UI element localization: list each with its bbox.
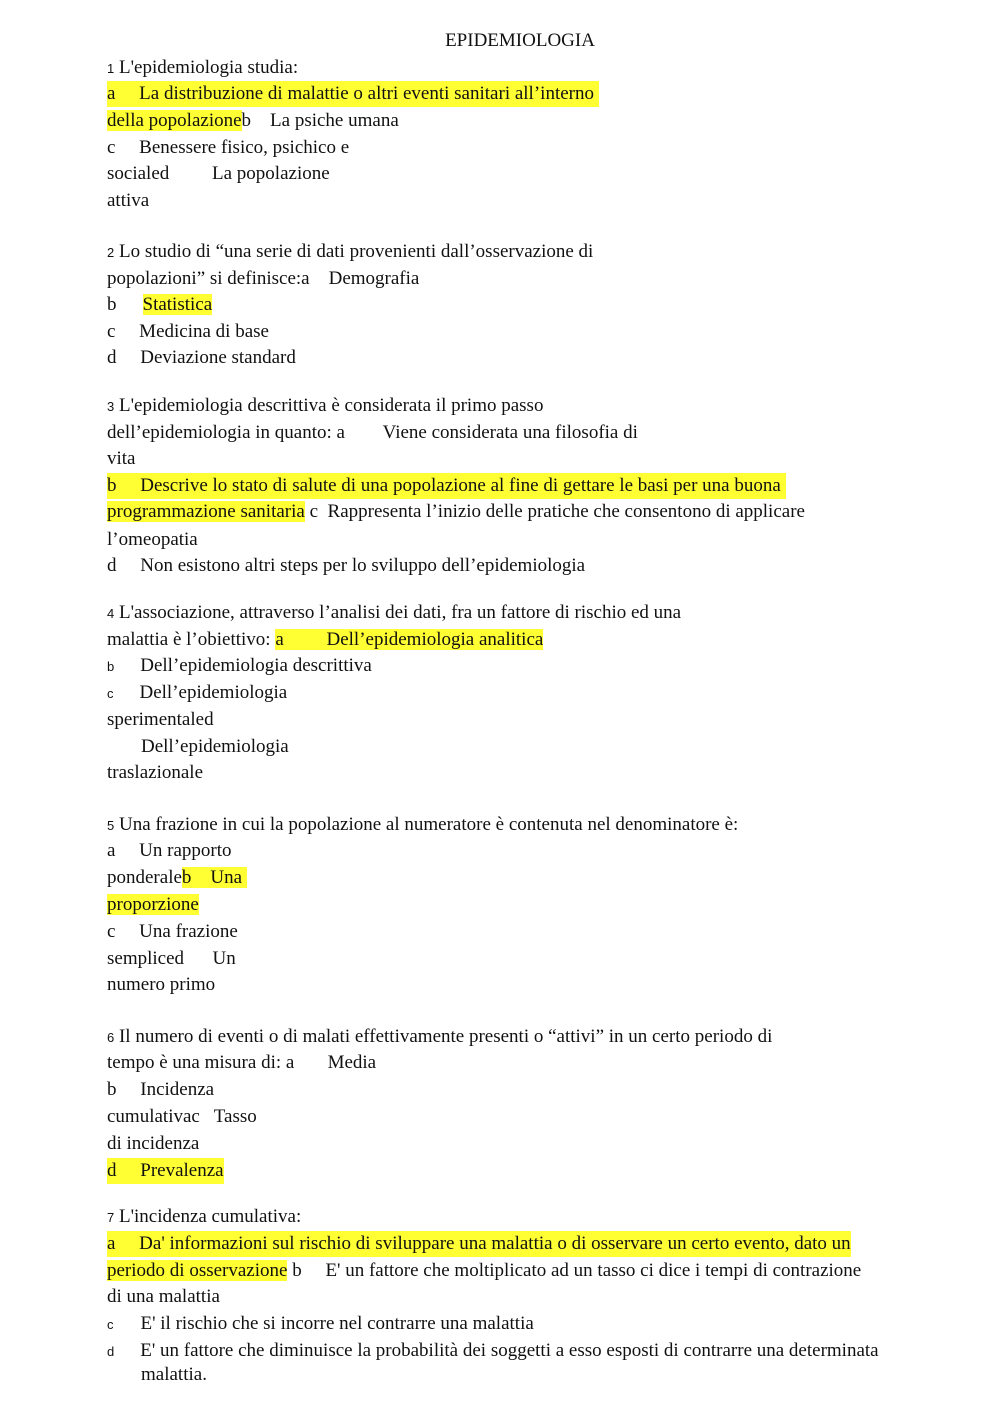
answer-3a: a Viene considerata una filosofia di xyxy=(336,422,638,443)
answer-line xyxy=(107,266,419,292)
answer-line xyxy=(107,946,236,972)
question-text: L'epidemiologia descrittiva è considerata il primo passo xyxy=(118,395,544,416)
question-number: 1 xyxy=(107,61,115,76)
answer-5d-cont: numero primo xyxy=(107,974,216,995)
answer-2a: a Demografia xyxy=(301,268,420,289)
answer-7d xyxy=(107,1338,879,1364)
answer-5b: b Una xyxy=(181,867,247,888)
answer-text: E' il rischio che si incorre nel contrarre una malattia xyxy=(140,1313,534,1334)
answer-letter: c xyxy=(107,686,114,701)
answer-6c: c Tasso xyxy=(191,1106,257,1127)
answer-line xyxy=(107,1258,861,1284)
answer-7a-cont: periodo di osservazione xyxy=(107,1260,288,1281)
answer-6b: b Incidenza xyxy=(107,1079,215,1100)
answer-2d: d Deviazione standard xyxy=(107,347,296,368)
answer-6d: d Prevalenza xyxy=(107,1158,224,1184)
question-3 xyxy=(107,393,543,419)
answer-4c-cont: sperimentale xyxy=(107,709,205,730)
answer-1a: a La distribuzione di malattie o altri eventi sanitari all’interno xyxy=(107,81,599,107)
answer-text: Dell’epidemiologia xyxy=(139,682,288,703)
answer-2b xyxy=(107,292,212,318)
answer-line xyxy=(107,865,247,891)
question-6 xyxy=(107,1024,772,1050)
answer-line xyxy=(107,1104,257,1130)
question-text: L'associazione, attraverso l’analisi dei dati, fra un fattore di rischio ed una xyxy=(118,602,682,623)
question-text-cont: popolazioni” si definisce: xyxy=(107,268,302,289)
answer-6a: a Media xyxy=(285,1052,377,1073)
question-2 xyxy=(107,239,593,265)
answer-line xyxy=(107,627,543,653)
question-number: 6 xyxy=(107,1030,115,1045)
answer-1d: d La popolazione xyxy=(159,163,330,184)
question-text-cont: dell’epidemiologia in quanto: xyxy=(107,422,332,443)
answer-line xyxy=(107,420,638,446)
answer-text: E' un fattore che diminuisce la probabilità dei soggetti a esso esposti di contrarre una determinata xyxy=(140,1340,879,1361)
question-number: 5 xyxy=(107,818,115,833)
question-number: 4 xyxy=(107,606,115,621)
answer-line xyxy=(107,892,199,918)
question-number: 7 xyxy=(107,1210,115,1225)
question-1 xyxy=(107,55,298,81)
answer-3c: c Rappresenta l’inizio delle pratiche che consentono di applicare xyxy=(309,501,805,522)
answer-5c-cont: semplice xyxy=(107,948,175,969)
answer-3a-cont: vita xyxy=(107,448,136,469)
answer-4a: a Dell’epidemiologia analitica xyxy=(275,629,544,650)
answer-text: Dell’epidemiologia descrittiva xyxy=(140,655,372,676)
question-text: L'epidemiologia studia: xyxy=(118,57,299,78)
answer-6b-cont: cumulativa xyxy=(107,1106,192,1127)
answer-line xyxy=(107,707,214,733)
answer-5c: c Una frazione xyxy=(107,921,238,942)
question-5 xyxy=(107,812,738,838)
answer-7b-cont: di una malattia xyxy=(107,1286,220,1307)
answer-1b: b La psiche umana xyxy=(241,110,399,131)
question-text: Lo studio di “una serie di dati provenienti dall’osservazione di xyxy=(118,241,594,262)
question-text-cont: tempo è una misura di: xyxy=(107,1052,282,1073)
answer-line xyxy=(107,1050,376,1076)
answer-5b-cont: proporzione xyxy=(107,894,199,915)
answer-4d: Dell’epidemiologia xyxy=(141,736,289,757)
page-title: EPIDEMIOLOGIA xyxy=(445,30,595,51)
answer-4c xyxy=(107,680,287,706)
answer-5a-cont: ponderale xyxy=(107,867,182,888)
answer-3b: b Descrive lo stato di salute di una popolazione al fine di gettare le basi per una buona xyxy=(107,473,786,499)
answer-7a: a Da' informazioni sul rischio di sviluppare una malattia o di osservare un certo evento, dato un xyxy=(107,1231,851,1257)
answer-3b-cont: programmazione sanitaria xyxy=(107,501,305,522)
answer-2c: c Medicina di base xyxy=(107,321,269,342)
answer-4d-letter: d xyxy=(204,709,214,730)
answer-6c-cont: di incidenza xyxy=(107,1133,200,1154)
question-4 xyxy=(107,600,681,626)
answer-line xyxy=(107,161,330,187)
answer-letter: b xyxy=(107,659,115,674)
question-text-cont: malattia è l’obiettivo: xyxy=(107,629,271,650)
answer-1d-cont: attiva xyxy=(107,190,150,211)
question-7 xyxy=(107,1204,301,1230)
answer-1a-cont: della popolazione xyxy=(107,110,242,131)
answer-7d-cont: malattia. xyxy=(141,1364,207,1385)
answer-letter: d xyxy=(107,1344,115,1359)
answer-7b: b E' un fattore che moltiplicato ad un tasso ci dice i tempi di contrazione xyxy=(292,1260,862,1281)
answer-3c-cont: l’omeopatia xyxy=(107,529,198,550)
question-text: Una frazione in cui la popolazione al numeratore è contenuta nel denominatore è: xyxy=(118,814,739,835)
answer-4d-cont: traslazionale xyxy=(107,762,204,783)
question-text: L'incidenza cumulativa: xyxy=(118,1206,302,1227)
answer-4b xyxy=(107,653,372,679)
answer-line xyxy=(107,108,399,134)
answer-1c-cont: sociale xyxy=(107,163,160,184)
answer-5d: d Un xyxy=(174,948,236,969)
question-number: 2 xyxy=(107,245,115,260)
answer-5a: a Un rapporto xyxy=(107,840,232,861)
question-number: 3 xyxy=(107,399,115,414)
answer-7c xyxy=(107,1311,534,1337)
answer-letter: b xyxy=(107,294,117,315)
answer-line xyxy=(107,499,805,525)
answer-3d: d Non esistono altri steps per lo sviluppo dell’epidemiologia xyxy=(107,555,586,576)
answer-letter: c xyxy=(107,1317,114,1332)
answer-text: Statistica xyxy=(142,294,213,315)
answer-1c: c Benessere fisico, psichico e xyxy=(107,137,350,158)
question-text: Il numero di eventi o di malati effettivamente presenti o “attivi” in un certo periodo di xyxy=(118,1026,773,1047)
